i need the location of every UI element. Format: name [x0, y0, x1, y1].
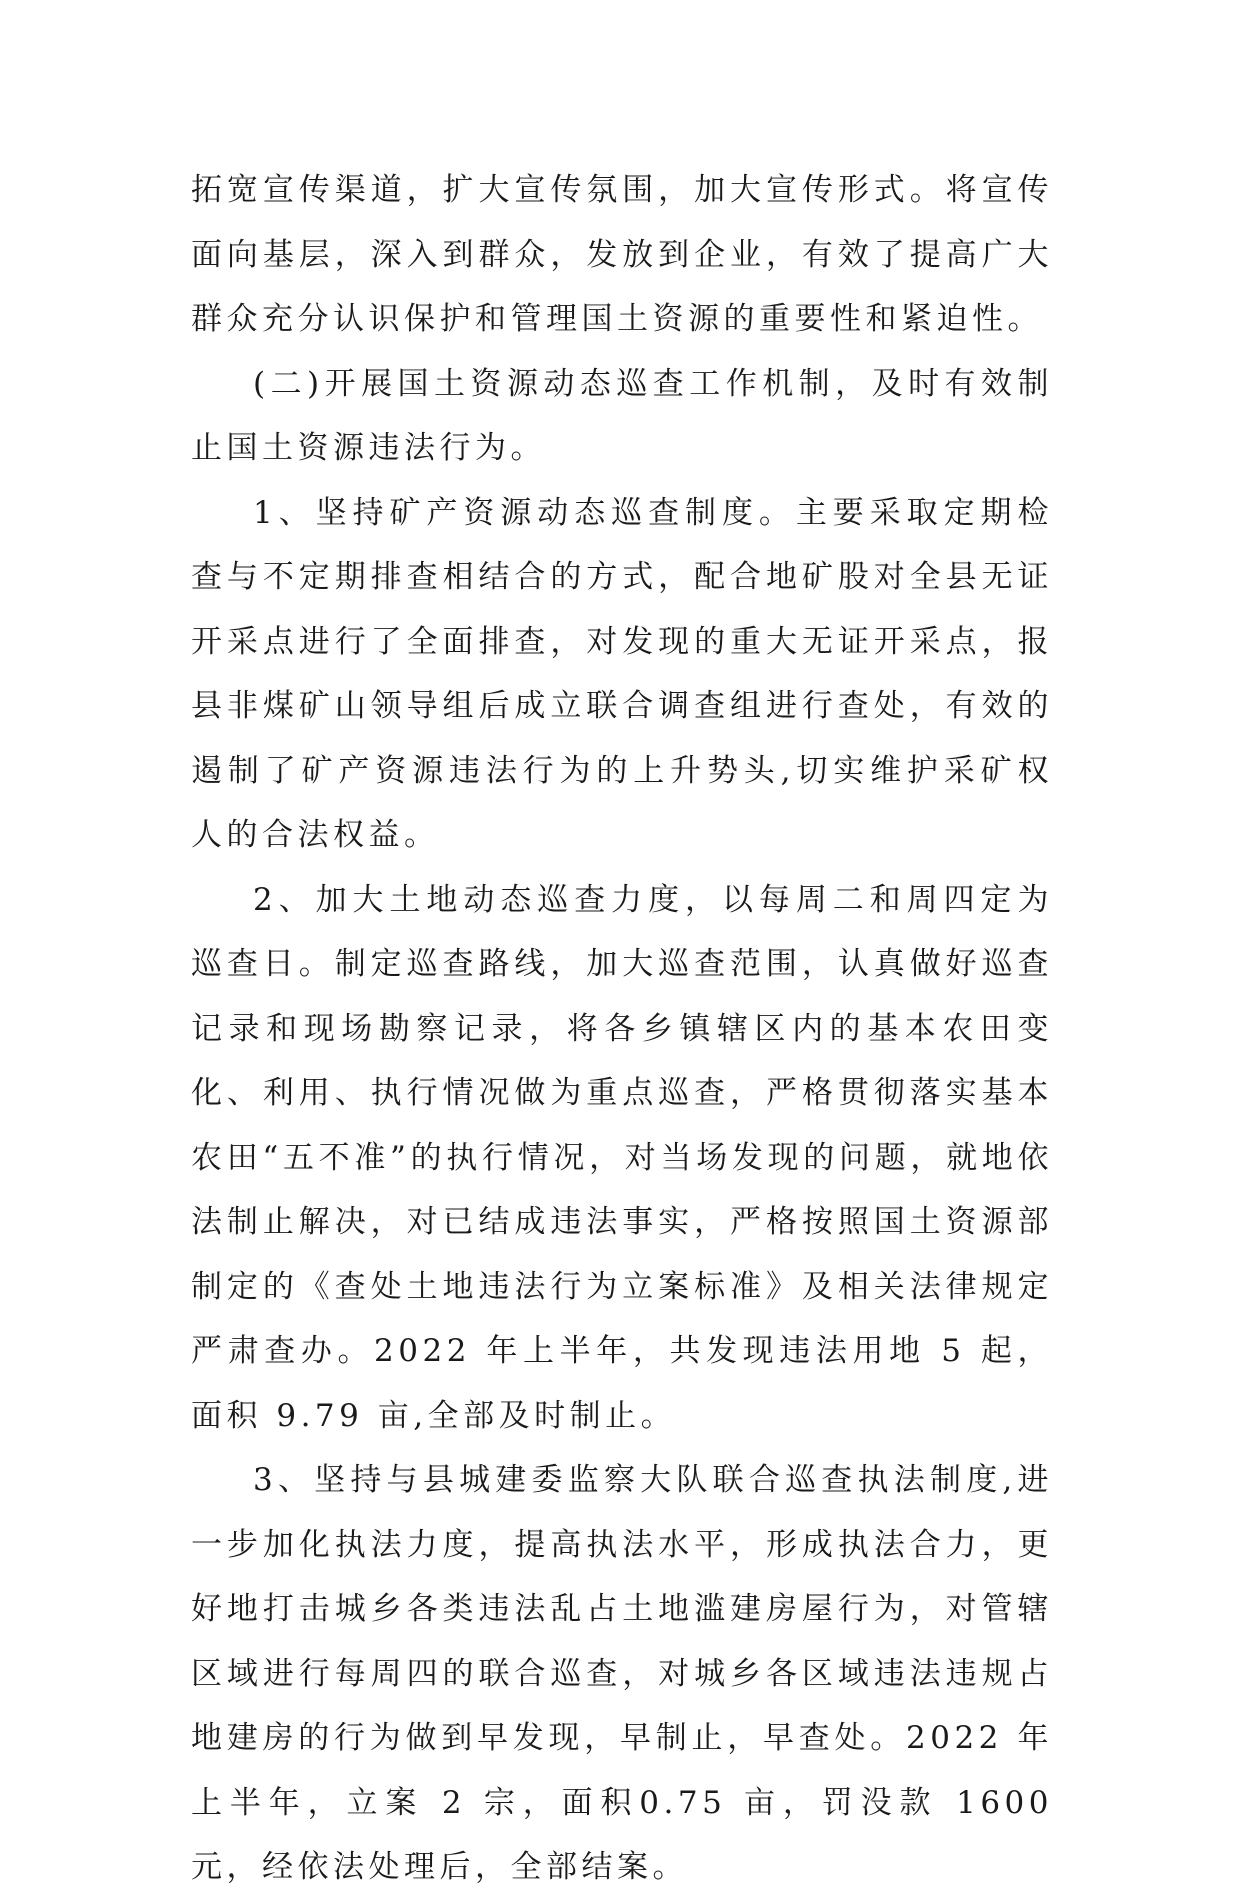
paragraph-joint-patrol: 3、坚持与县城建委监察大队联合巡查执法制度,进一步加化执法力度，提高执法水平，形成执法合力，更好地打击城乡各类违法乱占土地滥建房屋行为，对管辖区域进行每周四的联合巡查，对城乡各区域违法违规占地建房的行为做到早发现，早制止，早查处。2022 年上半年，立案 2 宗，面积0.75 亩，罚没款 1600 元，经依法处理后，全部结案。: [191, 1462, 1053, 1885]
paragraph-mineral-patrol: 1、坚持矿产资源动态巡查制度。主要采取定期检查与不定期排查相结合的方式，配合地矿股对全县无证开采点进行了全面排查，对发现的重大无证开采点，报县非煤矿山领导组后成立联合调查组进行查处，有效的遏制了矿产资源违法行为的上升势头,切实维护采矿权人的合法权益。: [191, 494, 1053, 853]
section-heading-dynamic-patrol: (二)开展国土资源动态巡查工作机制，及时有效制止国土资源违法行为。: [191, 365, 1053, 466]
paragraph-publicity-continued: 拓宽宣传渠道，扩大宣传氛围，加大宣传形式。将宣传面向基层，深入到群众，发放到企业，有效了提高广大群众充分认识保护和管理国土资源的重要性和紧迫性。: [191, 172, 1053, 337]
document-body: [191, 158, 1053, 1900]
paragraph-land-patrol: 2、加大土地动态巡查力度，以每周二和周四定为巡查日。制定巡查路线，加大巡查范围，认真做好巡查记录和现场勘察记录，将各乡镇辖区内的基本农田变化、利用、执行情况做为重点巡查，严格贯彻落实基本农田“五不准”的执行情况，对当场发现的问题，就地依法制止解决，对已结成违法事实，严格按照国土资源部制定的《查处土地违法行为立案标准》及相关法律规定严肃查办。2022 年上半年，共发现违法用地 5 起，面积 9.79 亩,全部及时制止。: [191, 881, 1053, 1434]
